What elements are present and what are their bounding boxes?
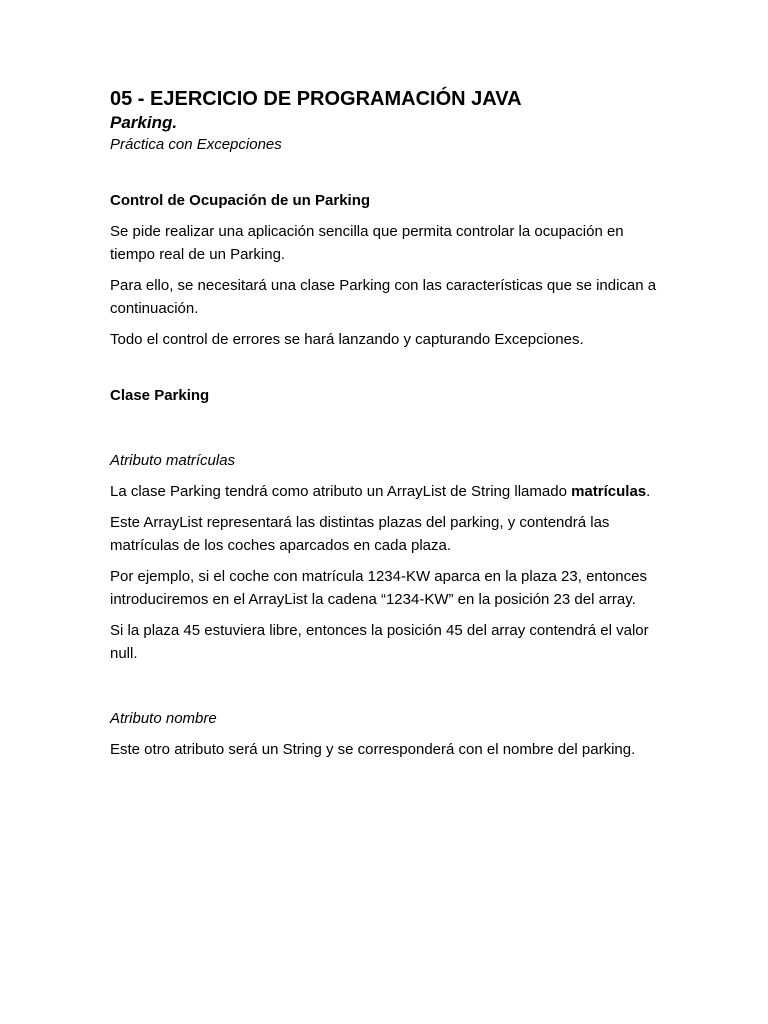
paragraph: Este otro atributo será un String y se corresponderá con el nombre del parking. bbox=[110, 741, 636, 758]
document-subtitle: Parking. bbox=[110, 113, 178, 132]
paragraph: Se pide realizar una aplicación sencilla que permita controlar la ocupación en tiempo real de un Parking. bbox=[110, 223, 624, 263]
paragraph bbox=[110, 480, 670, 503]
document-page bbox=[110, 86, 670, 761]
bold-term: matrículas bbox=[571, 483, 647, 500]
paragraph: Este ArrayList representará las distintas plazas del parking, y contendrá las matrículas de los coches aparcados en cada plaza. bbox=[110, 514, 610, 554]
subheading-atributo-nombre: Atributo nombre bbox=[110, 710, 217, 727]
subheading-atributo-matriculas: Atributo matrículas bbox=[110, 452, 236, 469]
document-title: 05 - EJERCICIO DE PROGRAMACIÓN JAVA bbox=[110, 88, 522, 110]
paragraph: Si la plaza 45 estuviera libre, entonces la posición 45 del array contendrá el valor null. bbox=[110, 622, 649, 662]
section-heading-control: Control de Ocupación de un Parking bbox=[110, 192, 371, 209]
paragraph: Por ejemplo, si el coche con matrícula 1234-KW aparca en la plaza 23, entonces introduciremos en el ArrayList la cadena “1234-KW” en la posición 23 del array. bbox=[110, 568, 647, 608]
paragraph: Para ello, se necesitará una clase Parking con las características que se indican a continuación. bbox=[110, 277, 657, 317]
paragraph: Todo el control de errores se hará lanzando y capturando Excepciones. bbox=[110, 331, 584, 348]
document-subsubtitle: Práctica con Excepciones bbox=[110, 136, 282, 153]
paragraph-text: La clase Parking tendrá como atributo un ArrayList de String llamado bbox=[110, 483, 572, 500]
paragraph-text: . bbox=[646, 483, 651, 500]
section-heading-clase-parking: Clase Parking bbox=[110, 387, 210, 404]
